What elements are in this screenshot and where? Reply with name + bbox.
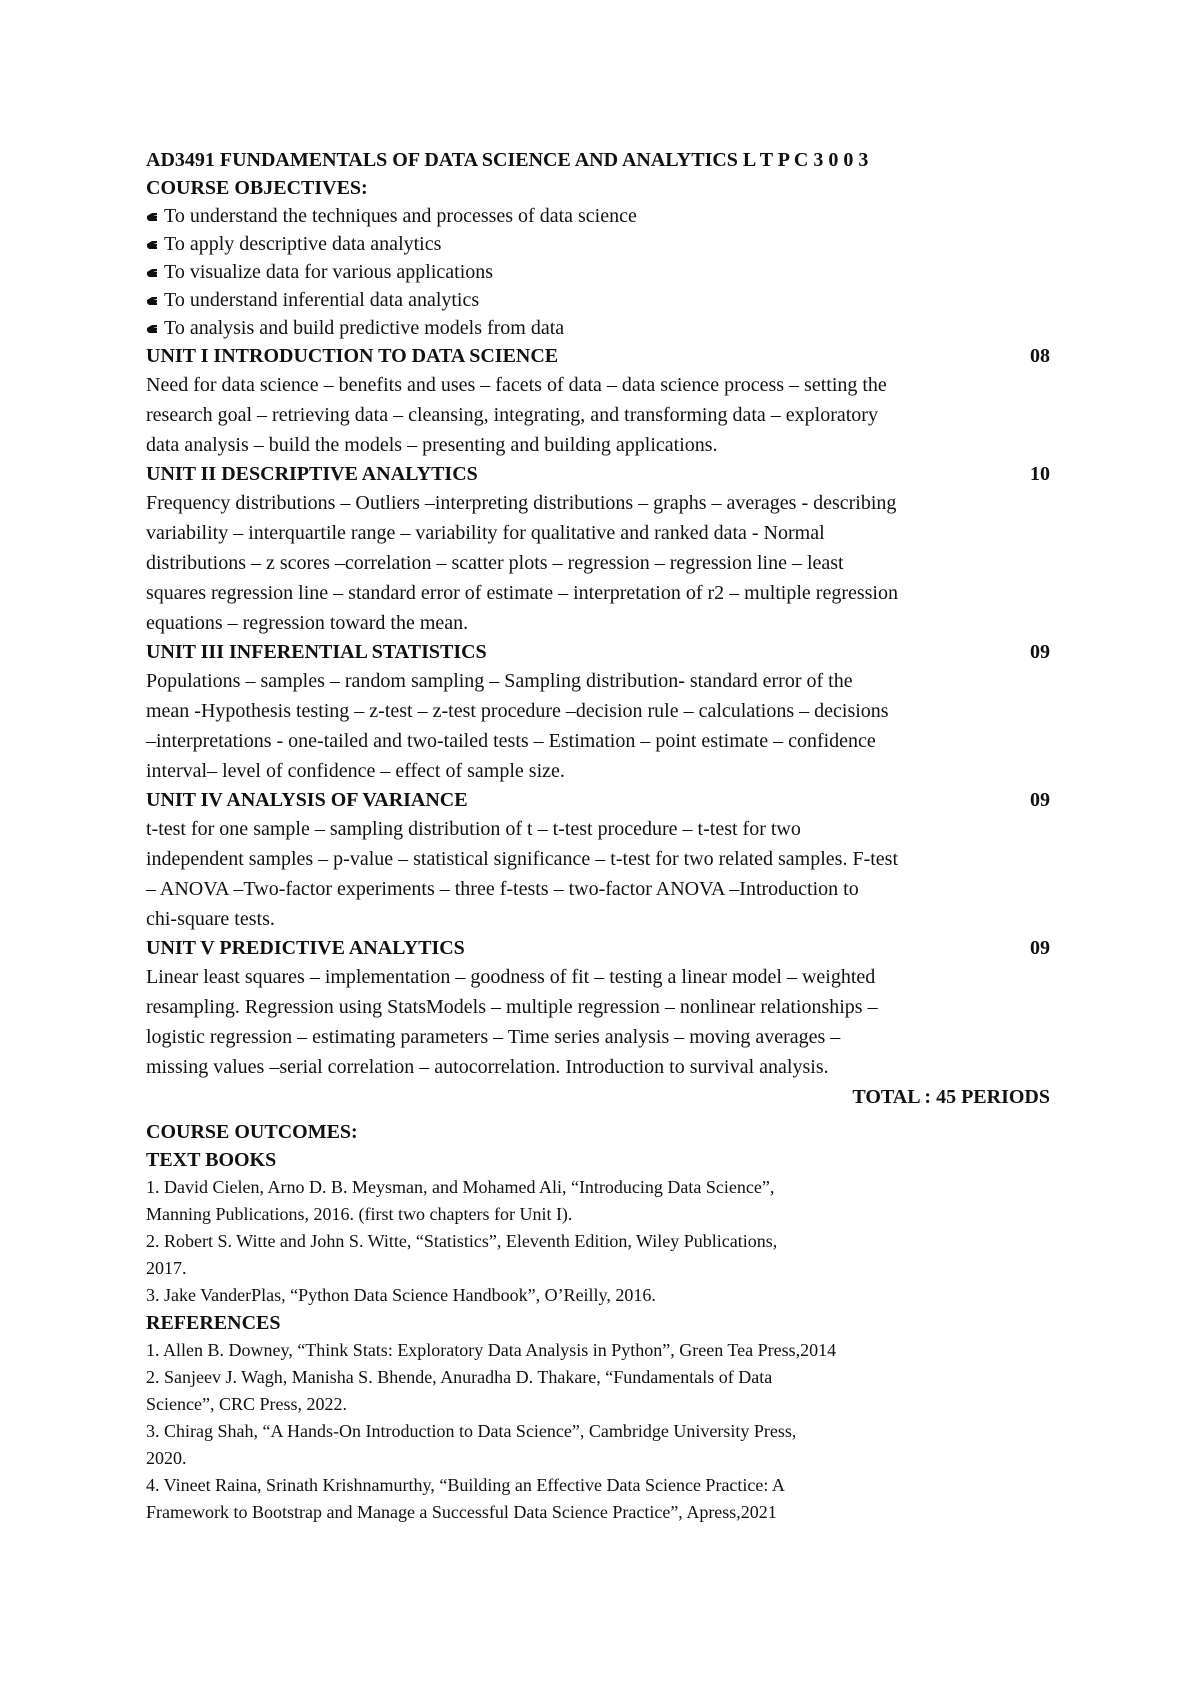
hand-pointing-icon <box>146 296 158 306</box>
unit-hours: 08 <box>1030 345 1050 367</box>
unit-content <box>146 488 1066 638</box>
unit-title: UNIT II DESCRIPTIVE ANALYTICS <box>146 463 478 485</box>
unit-section <box>146 460 1056 638</box>
reference-line: 1. Allen B. Downey, “Think Stats: Exploratory Data Analysis in Python”, Green Tea Press,2014 <box>146 1340 837 1360</box>
unit-section <box>146 786 1056 934</box>
objective-text: To understand inferential data analytics <box>164 289 480 311</box>
textbook-line: 3. Jake VanderPlas, “Python Data Science Handbook”, O’Reilly, 2016. <box>146 1285 656 1305</box>
unit-heading <box>146 786 1050 814</box>
textbooks-heading: TEXT BOOKS <box>146 1149 277 1171</box>
unit-line: distributions – z scores –correlation – scatter plots – regression – regression line – least <box>146 552 844 574</box>
unit-heading <box>146 934 1050 962</box>
hand-pointing-icon <box>146 240 158 250</box>
reference-line: 3. Chirag Shah, “A Hands-On Introduction to Data Science”, Cambridge University Press, <box>146 1421 797 1441</box>
objective-item <box>146 286 1056 314</box>
unit-line: – ANOVA –Two-factor experiments – three f-tests – two-factor ANOVA –Introduction to <box>146 878 859 900</box>
unit-title: UNIT III INFERENTIAL STATISTICS <box>146 641 487 663</box>
textbook-line: 1. David Cielen, Arno D. B. Meysman, and Mohamed Ali, “Introducing Data Science”, <box>146 1177 775 1197</box>
syllabus-page <box>146 146 1056 1526</box>
hand-pointing-icon <box>146 268 158 278</box>
references-list <box>146 1337 1056 1526</box>
textbooks-list <box>146 1174 1056 1309</box>
objective-item <box>146 202 1056 230</box>
unit-section <box>146 342 1056 460</box>
unit-line: mean -Hypothesis testing – z-test – z-test procedure –decision rule – calculations – decisions <box>146 700 889 722</box>
unit-line: interval– level of confidence – effect of sample size. <box>146 760 565 782</box>
unit-title: UNIT I INTRODUCTION TO DATA SCIENCE <box>146 345 559 367</box>
unit-title: UNIT V PREDICTIVE ANALYTICS <box>146 937 465 959</box>
hand-pointing-icon <box>146 212 158 222</box>
textbook-line: 2017. <box>146 1258 187 1278</box>
unit-line: research goal – retrieving data – cleansing, integrating, and transforming data – exploratory <box>146 404 878 426</box>
unit-line: independent samples – p-value – statistical significance – t-test for two related samples. F-test <box>146 848 899 870</box>
objectives-list <box>146 202 1056 342</box>
objective-text: To visualize data for various applications <box>164 261 494 283</box>
reference-line: 2020. <box>146 1448 187 1468</box>
unit-content <box>146 666 1066 786</box>
unit-line: t-test for one sample – sampling distribution of t – t-test procedure – t-test for two <box>146 818 801 840</box>
unit-line: Frequency distributions – Outliers –interpreting distributions – graphs – averages - describing <box>146 492 897 514</box>
outcomes-heading: COURSE OUTCOMES: <box>146 1121 358 1143</box>
unit-line: missing values –serial correlation – autocorrelation. Introduction to survival analysis. <box>146 1056 829 1078</box>
reference-line: Science”, CRC Press, 2022. <box>146 1394 347 1414</box>
reference-line: Framework to Bootstrap and Manage a Successful Data Science Practice”, Apress,2021 <box>146 1502 777 1522</box>
objective-item <box>146 314 1056 342</box>
unit-line: data analysis – build the models – presenting and building applications. <box>146 434 718 456</box>
unit-section <box>146 638 1056 786</box>
unit-line: Need for data science – benefits and uses – facets of data – data science process – setting the <box>146 374 887 396</box>
unit-content <box>146 370 1066 460</box>
total-periods: TOTAL : 45 PERIODS <box>852 1086 1050 1108</box>
objective-text: To apply descriptive data analytics <box>164 233 442 255</box>
unit-line: chi-square tests. <box>146 908 275 930</box>
unit-line: logistic regression – estimating parameters – Time series analysis – moving averages – <box>146 1026 841 1048</box>
unit-line: –interpretations - one-tailed and two-tailed tests – Estimation – point estimate – confidence <box>146 730 876 752</box>
unit-title: UNIT IV ANALYSIS OF VARIANCE <box>146 789 468 811</box>
objective-item <box>146 258 1056 286</box>
unit-hours: 09 <box>1030 937 1050 959</box>
course-title: AD3491 FUNDAMENTALS OF DATA SCIENCE AND ANALYTICS L T P C 3 0 0 3 <box>146 149 869 171</box>
unit-section <box>146 934 1056 1082</box>
reference-line: 4. Vineet Raina, Srinath Krishnamurthy, “Building an Effective Data Science Practice: A <box>146 1475 785 1495</box>
unit-hours: 09 <box>1030 641 1050 663</box>
unit-hours: 09 <box>1030 789 1050 811</box>
unit-line: equations – regression toward the mean. <box>146 612 469 634</box>
objective-text: To analysis and build predictive models from data <box>164 317 565 339</box>
textbook-line: Manning Publications, 2016. (first two chapters for Unit I). <box>146 1204 573 1224</box>
unit-line: resampling. Regression using StatsModels – multiple regression – nonlinear relationships – <box>146 996 878 1018</box>
unit-line: Linear least squares – implementation – goodness of fit – testing a linear model – weighted <box>146 966 876 988</box>
unit-content <box>146 814 1066 934</box>
references-heading: REFERENCES <box>146 1312 281 1334</box>
unit-content <box>146 962 1066 1082</box>
objectives-heading: COURSE OBJECTIVES: <box>146 177 368 199</box>
hand-pointing-icon <box>146 324 158 334</box>
objective-item <box>146 230 1056 258</box>
reference-line: 2. Sanjeev J. Wagh, Manisha S. Bhende, Anuradha D. Thakare, “Fundamentals of Data <box>146 1367 773 1387</box>
objective-text: To understand the techniques and processes of data science <box>164 205 637 227</box>
unit-line: Populations – samples – random sampling – Sampling distribution- standard error of the <box>146 670 853 692</box>
unit-heading <box>146 342 1050 370</box>
unit-hours: 10 <box>1030 463 1050 485</box>
unit-heading <box>146 460 1050 488</box>
textbook-line: 2. Robert S. Witte and John S. Witte, “Statistics”, Eleventh Edition, Wiley Publications, <box>146 1231 778 1251</box>
unit-heading <box>146 638 1050 666</box>
unit-line: squares regression line – standard error of estimate – interpretation of r2 – multiple regression <box>146 582 898 604</box>
unit-line: variability – interquartile range – variability for qualitative and ranked data - Normal <box>146 522 825 544</box>
